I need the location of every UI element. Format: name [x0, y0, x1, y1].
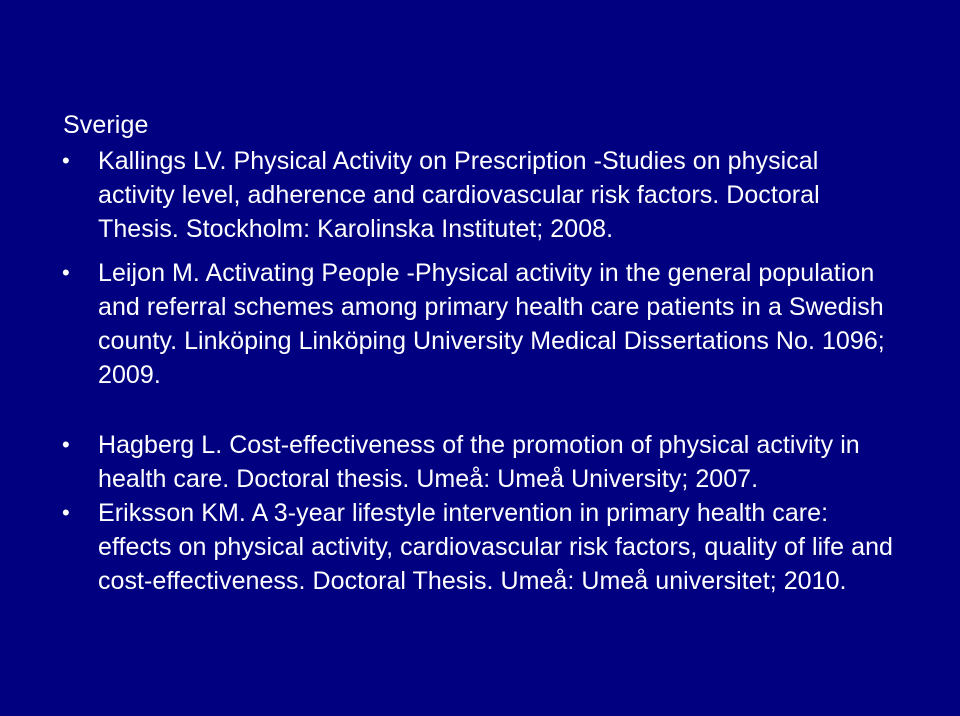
reference-list [0, 144, 960, 598]
reference-text: Kallings LV. Physical Activity on Prescription -Studies on physical activity level, adherence and cardiovascular risk factors. Doctoral Thesis. Stockholm: Karolinska Institutet; 2008. [98, 147, 820, 243]
reference-text: Eriksson KM. A 3-year lifestyle intervention in primary health care: effects on physical activity, cardiovascular risk factors, quality of life and cost-effectiveness. Doctoral Thesis. Umeå: Umeå universitet; 2010. [98, 499, 893, 595]
reference-text: Leijon M. Activating People -Physical activity in the general population and referral schemes among primary health care patients in a Swedish county. Linköping Linköping University Medical Dissertations No. 1096; 2009. [98, 259, 885, 389]
reference-text: Hagberg L. Cost-effectiveness of the promotion of physical activity in health care. Doctoral thesis. Umeå: Umeå University; 2007. [98, 431, 860, 493]
reference-item [0, 428, 898, 496]
bullet-icon: • [62, 260, 70, 285]
reference-item [0, 256, 898, 392]
bullet-icon: • [62, 432, 70, 457]
bullet-icon: • [62, 148, 70, 173]
slide-heading: Sverige [63, 111, 149, 139]
reference-item [0, 496, 898, 598]
bullet-icon: • [62, 500, 70, 525]
reference-item [0, 144, 898, 246]
